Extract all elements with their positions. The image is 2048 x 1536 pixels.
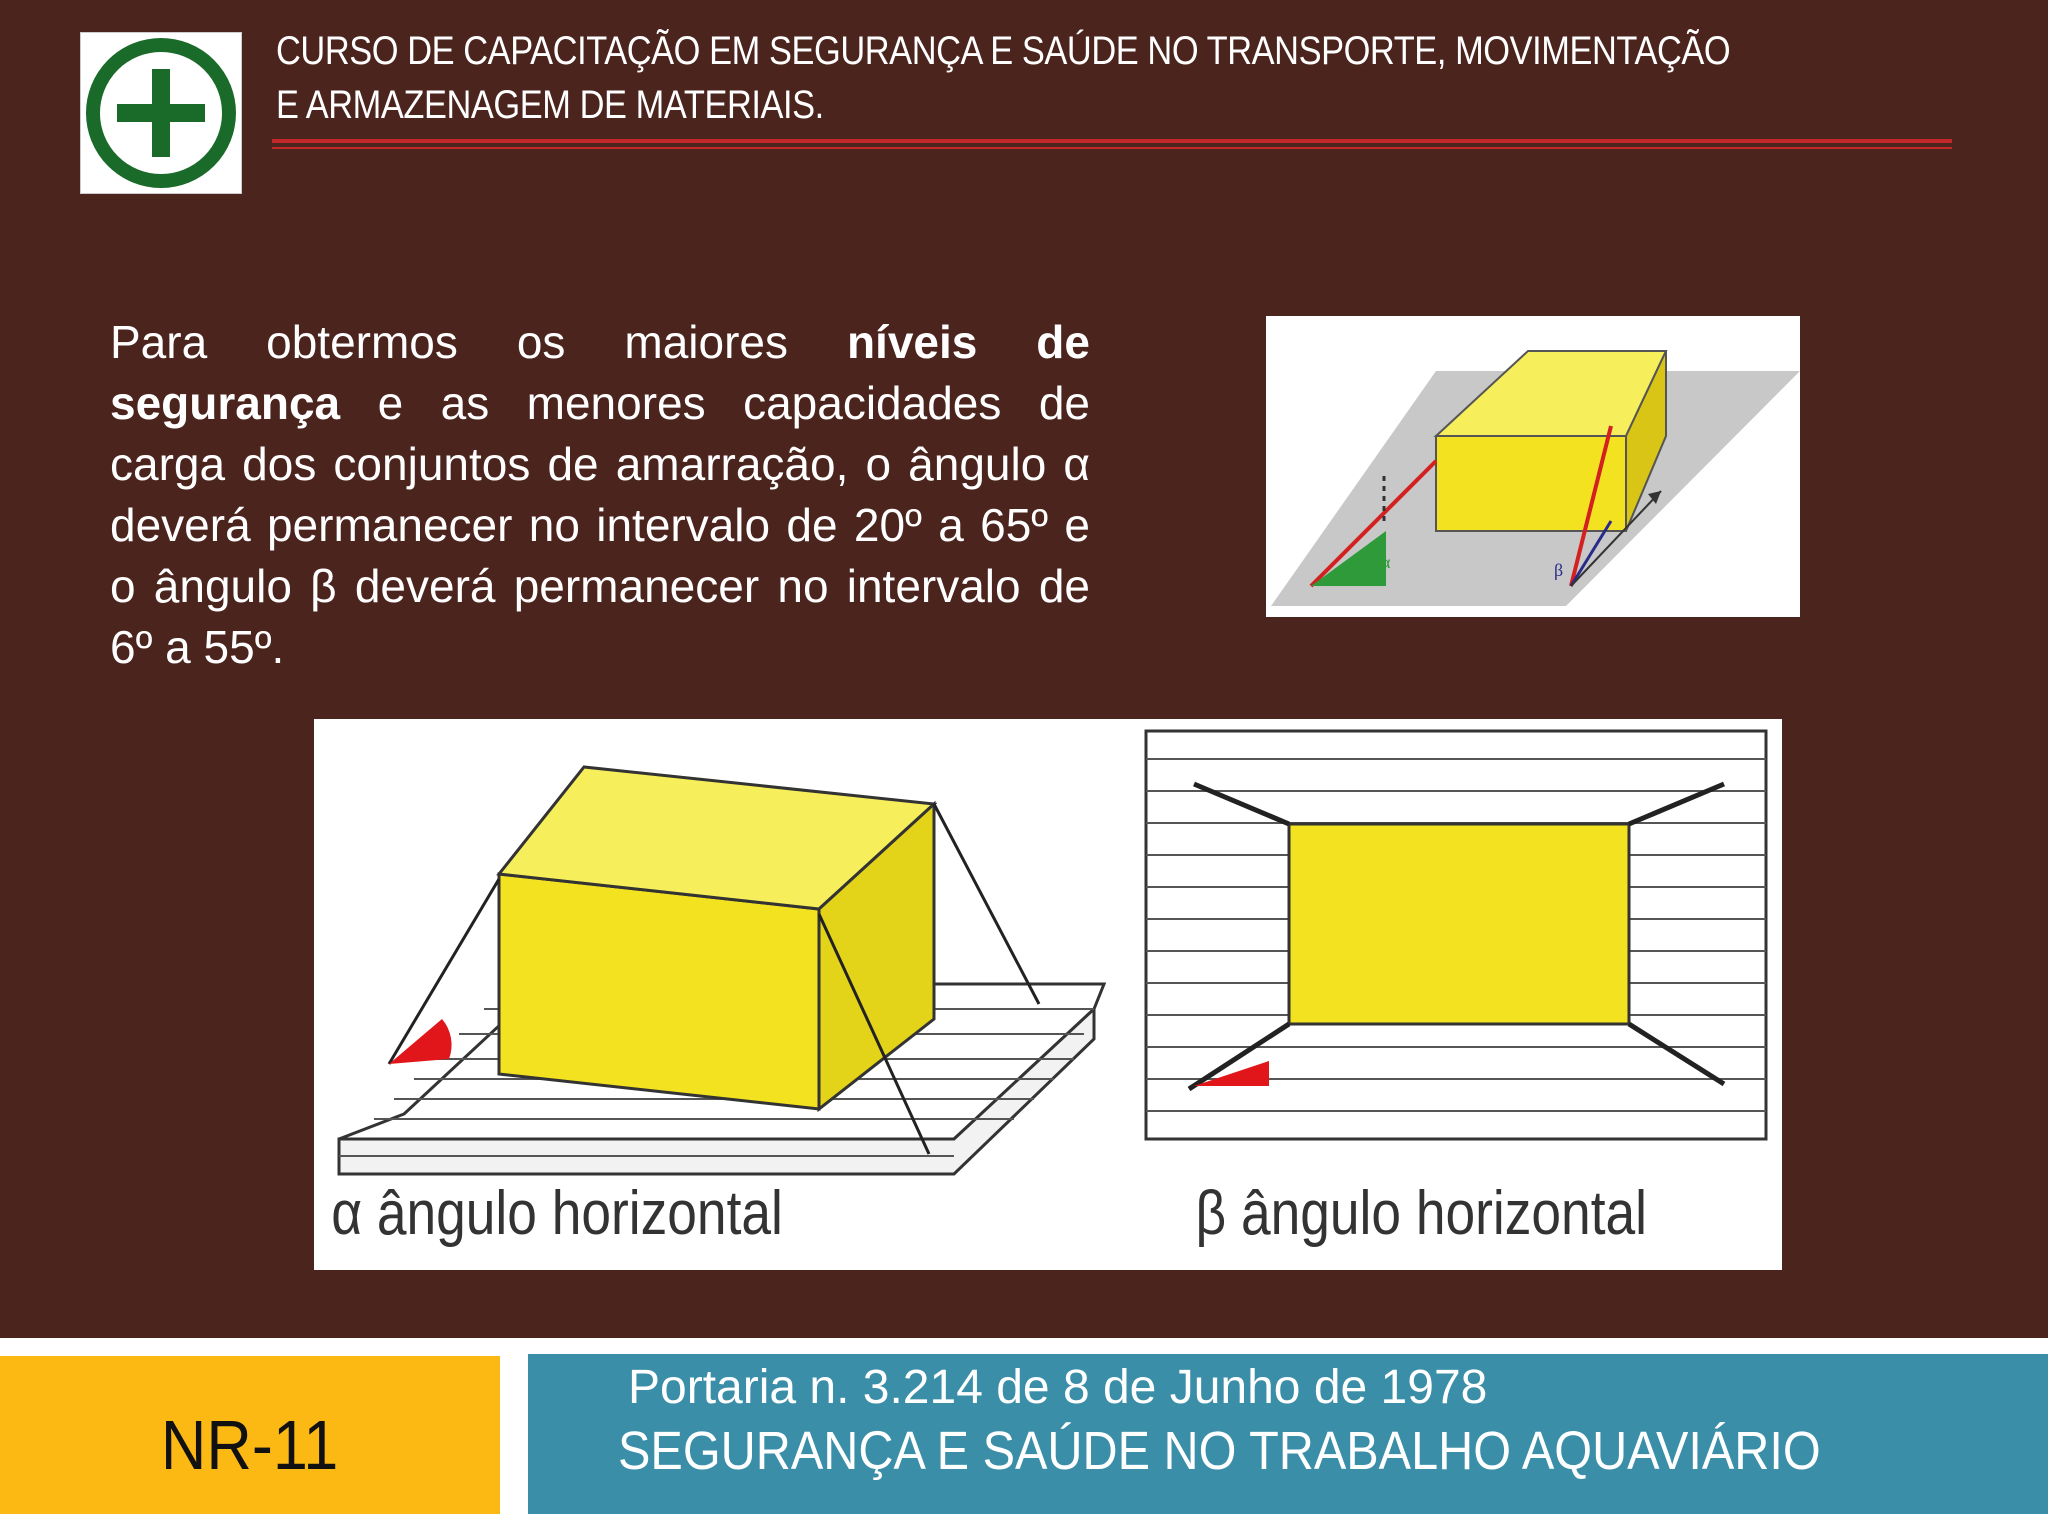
- footer-info-block: [528, 1354, 2048, 1514]
- header-rule: [272, 139, 1952, 143]
- course-title: CURSO DE CAPACITAÇÃO EM SEGURANÇA E SAÚDE NO TRANSPORTE, MOVIMENTAÇÃO E ARMAZENAGEM DE MATERIAIS.: [276, 29, 1731, 127]
- lashing-angles-3d-figure: [1266, 316, 1800, 617]
- beta-diagram: [1146, 731, 1766, 1248]
- footer-subtitle: SEGURANÇA E SAÚDE NO TRABALHO AQUAVIÁRIO: [618, 1421, 1821, 1481]
- alpha-diagram: [331, 767, 1104, 1248]
- nr-label: NR-11: [161, 1406, 339, 1484]
- body-text-rest: e as menores capacidades de carga dos conjuntos de amarração, o ângulo α deverá permanecer no intervalo de 20º a 65º e o ângulo β deverá permanecer no intervalo de 6º a 55º.: [110, 377, 1090, 673]
- body-text-start: Para obtermos os maiores: [110, 316, 847, 368]
- top-beta-label: β: [1554, 560, 1564, 580]
- top-alpha-label: α: [1381, 552, 1391, 572]
- header-rule-thin: [272, 147, 1952, 149]
- lashing-angles-diagram: [314, 719, 1782, 1270]
- logo-plus-icon: [80, 32, 242, 194]
- alpha-caption: α ângulo horizontal: [331, 1179, 783, 1248]
- beta-caption: β ângulo horizontal: [1195, 1179, 1648, 1248]
- body-paragraph: [110, 312, 1090, 678]
- portaria-text: Portaria n. 3.214 de 8 de Junho de 1978: [628, 1361, 1488, 1414]
- body-bold-phrase: níveis de segurança: [110, 316, 1090, 429]
- footer-nr-block: [0, 1356, 500, 1514]
